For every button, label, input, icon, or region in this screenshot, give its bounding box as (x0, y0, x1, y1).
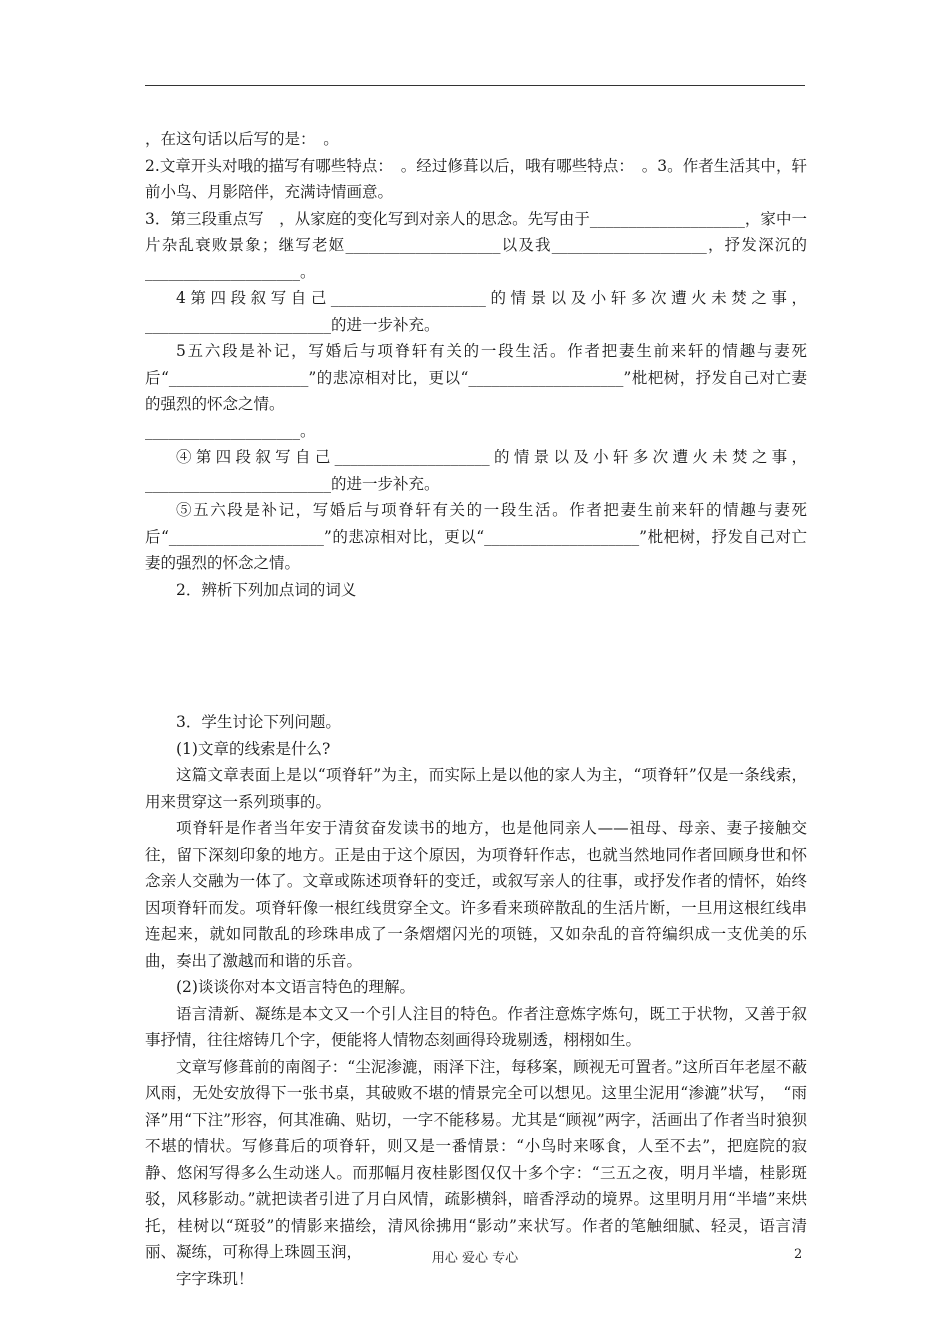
paragraph: (2)谈谈你对本文语言特色的理解。 (176, 978, 415, 996)
paragraph: 2.文章开头对哦的描写有哪些特点： 。经过修葺以后，哦有哪些特点： 。3。作者生活其中，轩前小鸟、月影陪伴，充满诗情画意。 (145, 156, 807, 201)
paragraph: ④第四段叙写自己____________________的情景以及小轩多次遭火未焚之事，________________________的进一步补充。 (145, 448, 807, 493)
paragraph: 这篇文章表面上是以“项脊轩”为主，而实际上是以他的家人为主，“项脊轩”仅是一条线索，用来贯穿这一系列琐事的。 (145, 766, 807, 811)
paragraph: (1)文章的线索是什么? (176, 739, 331, 758)
paragraph: 语言清新、凝练是本文又一个引人注目的特色。作者注意炼字炼句，既工于状物，又善于叙事抒情，往往熔铸几个字，便能将人情物态刻画得玲珑剔透，栩栩如生。 (145, 1004, 807, 1049)
page-footer: 用心 爱心 专心 (431, 1251, 519, 1266)
paragraph: 2．辨析下列加点词的词义 (176, 580, 357, 599)
paragraph: ____________________。 (145, 421, 316, 440)
paragraph: ，在这句话以后写的是： 。 (145, 130, 339, 148)
document-body (145, 126, 807, 1292)
paragraph: 字字珠玑！ (176, 1269, 254, 1288)
paragraph: ⑤五六段是补记，写婚后与项脊轩有关的一段生活。作者把妻生前来轩的情趣与妻死后“____________________”的悲凉相对比，更以“____________________”枇杷树，抒发自己对亡妻的强烈的怀念之情。 (145, 501, 807, 572)
header-rule (145, 85, 805, 86)
page-number: 2 (794, 1247, 803, 1262)
paragraph: 4第四段叙写自己____________________的情景以及小轩多次遭火未焚之事，________________________的进一步补充。 (145, 289, 807, 334)
paragraph: 3．学生讨论下列问题。 (176, 713, 341, 731)
paragraph: 5五六段是补记，写婚后与项脊轩有关的一段生活。作者把妻生前来轩的情趣与妻死后“__________________”的悲凉相对比，更以“____________________”枇杷树，抒发自己对亡妻的强烈的怀念之情。 (145, 342, 807, 413)
paragraph: 3．第三段重点写 ，从家庭的变化写到对亲人的思念。先写由于____________________，家中一片杂乱衰败景象；继写老妪____________________以及我____________________，抒发深沉的____________________。 (145, 209, 807, 281)
blank-space (145, 603, 807, 709)
paragraph: 项脊轩是作者当年安于清贫奋发读书的地方，也是他同亲人——祖母、母亲、妻子接触交往，留下深刻印象的地方。正是由于这个原因，为项脊轩作志，也就当然地同作者回顾身世和怀念亲人交融为一体了。文章或陈述项脊轩的变迁，或叙写亲人的往事，或抒发作者的情怀，始终因项脊轩而发。项脊轩像一根红线贯穿全文。许多看来琐碎散乱的生活片断，一旦用这根红线串连起来，就如同散乱的珍珠串成了一条熠熠闪光的项链，又如杂乱的音符编织成一支优美的乐曲，奏出了激越而和谐的乐音。 (145, 819, 807, 970)
paragraph: 文章写修葺前的南阁子：“尘泥渗漉，雨泽下注，每移案，顾视无可置者。”这所百年老屋不蔽风雨，无处安放得下一张书桌，其破败不堪的情景完全可以想见。这里尘泥用“渗漉”状写， “雨泽”用“下注”形容，何其准确、贴切，一字不能移易。尤其是“顾视”两字，活画出了作者当时狼狈不堪的情状。写修葺后的项脊轩，则又是一番情景：“小鸟时来啄食，人至不去”，把庭院的寂静、悠闲写得多么生动迷人。而那幅月夜桂影图仅仅十多个字：“三五之夜，明月半墙，桂影斑驳，风移影动。”就把读者引进了月白风情，疏影横斜，暗香浮动的境界。这里明月用“半墙”来烘托，桂树以“斑驳”的情影来描绘，清风徐拂用“影动”来状写。作者的笔触细腻、轻灵，语言清丽、凝练，可称得上珠圆玉润， (145, 1057, 807, 1261)
